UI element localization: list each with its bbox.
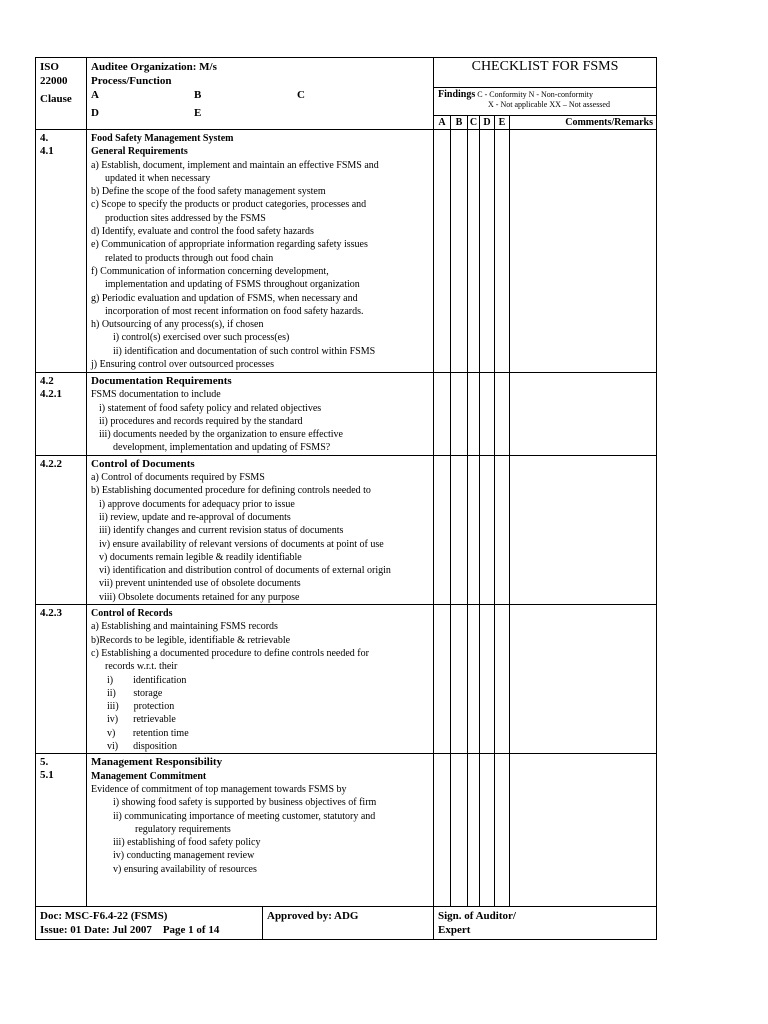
requirement-line: records w.r.t. their bbox=[105, 661, 178, 673]
requirement-line: i) identification bbox=[107, 674, 187, 686]
finding-cell-c[interactable] bbox=[468, 130, 480, 373]
finding-cell-e[interactable] bbox=[495, 130, 510, 373]
section-heading: Control of Documents bbox=[91, 457, 195, 470]
requirement-line: FSMS documentation to include bbox=[91, 389, 221, 401]
requirement-line: b) Establishing documented procedure for defining controls needed to bbox=[91, 485, 371, 497]
section-row-5-1 bbox=[36, 754, 657, 907]
finding-cell-b[interactable] bbox=[451, 130, 468, 373]
col-label-d: D bbox=[480, 116, 495, 129]
findings-legend bbox=[434, 87, 656, 111]
requirement-line: ii) procedures and records required by the standard bbox=[99, 415, 303, 427]
requirement-line: vii) prevent unintended use of obsolete documents bbox=[99, 578, 301, 590]
requirement-line: ii) review, update and re-approval of documents bbox=[99, 511, 291, 523]
clause-cell bbox=[36, 373, 87, 456]
requirement-line: v) retention time bbox=[107, 727, 189, 739]
comments-cell[interactable] bbox=[510, 455, 657, 604]
section-row-4-2 bbox=[36, 373, 657, 456]
finding-cell-a[interactable] bbox=[434, 754, 451, 907]
findings-label: Findings bbox=[438, 89, 476, 100]
approved-by: Approved by: ADG bbox=[267, 910, 359, 923]
requirement-line: implementation and updating of FSMS throughout organization bbox=[105, 279, 360, 291]
col-label-c: C bbox=[468, 116, 480, 129]
requirement-cell bbox=[87, 754, 434, 907]
options-row-1 bbox=[91, 88, 433, 102]
finding-cell-a[interactable] bbox=[434, 130, 451, 373]
option-a: A bbox=[91, 89, 99, 101]
iso-number: 22000 bbox=[40, 75, 68, 87]
comments-cell[interactable] bbox=[510, 605, 657, 754]
requirement-line: a) Establish, document, implement and maintain an effective FSMS and bbox=[91, 159, 379, 171]
requirement-line: d) Identify, evaluate and control the food safety hazards bbox=[91, 226, 314, 238]
requirement-line: i) statement of food safety policy and related objectives bbox=[99, 402, 322, 414]
finding-cell-d[interactable] bbox=[480, 754, 495, 907]
process-function: Process/Function bbox=[91, 75, 172, 87]
iso-label: ISO bbox=[40, 61, 59, 73]
requirement-cell bbox=[87, 605, 434, 754]
option-c: C bbox=[297, 89, 305, 101]
requirement-line: b) Define the scope of the food safety management system bbox=[91, 186, 326, 198]
findings-legend-1: C - Conformity N - Non-conformity bbox=[477, 90, 594, 99]
requirement-line: a) Establishing and maintaining FSMS records bbox=[91, 621, 278, 633]
iso-clause-header bbox=[36, 58, 87, 130]
requirement-line: h) Outsourcing of any process(s), if chosen bbox=[91, 319, 264, 331]
clause-number: 4. bbox=[40, 132, 49, 144]
requirement-line: iii) identify changes and current revision status of documents bbox=[99, 525, 344, 537]
requirement-line: iii) documents needed by the organization to ensure effective bbox=[99, 429, 343, 441]
section-row-4-1 bbox=[36, 130, 657, 373]
requirement-line: updated it when necessary bbox=[105, 172, 211, 184]
signature-cell[interactable] bbox=[434, 907, 657, 939]
requirement-line: a) Control of documents required by FSMS bbox=[91, 472, 265, 484]
finding-cell-b[interactable] bbox=[451, 373, 468, 456]
section-row-4-2-3 bbox=[36, 605, 657, 754]
finding-cell-e[interactable] bbox=[495, 455, 510, 604]
finding-cell-c[interactable] bbox=[468, 754, 480, 907]
requirement-line: g) Periodic evaluation and updation of FSMS, when necessary and bbox=[91, 292, 358, 304]
clause-number: 4.2 bbox=[40, 375, 54, 387]
requirement-line: iii) protection bbox=[107, 701, 175, 713]
clause-number: 4.2.1 bbox=[40, 388, 62, 400]
footer-row bbox=[36, 907, 657, 939]
section-heading: Control of Records bbox=[91, 608, 173, 620]
requirement-line: i) control(s) exercised over such process(es) bbox=[113, 332, 290, 344]
finding-cell-b[interactable] bbox=[451, 754, 468, 907]
requirement-line: c) Establishing a documented procedure to define controls needed for bbox=[91, 647, 369, 659]
requirement-line: f) Communication of information concerning development, bbox=[91, 265, 329, 277]
signature-label: Sign. of Auditor/ bbox=[438, 910, 516, 923]
comments-cell[interactable] bbox=[510, 373, 657, 456]
finding-column-labels bbox=[434, 115, 656, 129]
comments-remarks-label: Comments/Remarks bbox=[565, 117, 654, 128]
requirement-line: ii) communicating importance of meeting customer, statutory and bbox=[113, 810, 376, 822]
checklist-table bbox=[35, 57, 657, 907]
section-row-4-2-2 bbox=[36, 455, 657, 604]
requirement-line: vi) identification and distribution control of documents of external origin bbox=[99, 565, 391, 577]
options-row-2 bbox=[91, 106, 433, 120]
requirement-cell bbox=[87, 455, 434, 604]
requirement-line: c) Scope to specify the products or product categories, processes and bbox=[91, 199, 367, 211]
option-b: B bbox=[194, 89, 202, 101]
doc-number: Doc: MSC-F6.4-22 (FSMS) bbox=[40, 910, 168, 923]
finding-cell-d[interactable] bbox=[480, 130, 495, 373]
finding-cell-c[interactable] bbox=[468, 455, 480, 604]
requirement-line: iv) conducting management review bbox=[113, 850, 255, 862]
clause-number: 5.1 bbox=[40, 769, 54, 782]
doc-info-cell bbox=[36, 907, 263, 939]
clause-cell bbox=[36, 605, 87, 754]
requirement-line: i) showing food safety is supported by business objectives of firm bbox=[113, 797, 377, 809]
col-label-b: B bbox=[451, 116, 468, 129]
finding-cell-e[interactable] bbox=[495, 373, 510, 456]
finding-cell-e[interactable] bbox=[495, 754, 510, 907]
requirement-line: production sites addressed by the FSMS bbox=[105, 212, 266, 224]
finding-cell-b[interactable] bbox=[451, 455, 468, 604]
requirement-line: iv) retrievable bbox=[107, 714, 176, 726]
clause-number: 4.1 bbox=[40, 145, 54, 157]
requirement-line: Evidence of commitment of top management towards FSMS by bbox=[91, 783, 347, 795]
auditee-header bbox=[87, 58, 434, 130]
comments-cell[interactable] bbox=[510, 130, 657, 373]
clause-cell bbox=[36, 754, 87, 907]
findings-legend-2: X - Not applicable XX – Not assessed bbox=[488, 100, 610, 109]
col-label-a: A bbox=[434, 116, 451, 129]
requirement-cell bbox=[87, 130, 434, 373]
requirement-line: v) documents remain legible & readily identifiable bbox=[99, 551, 302, 563]
requirement-line: i) approve documents for adequacy prior to issue bbox=[99, 498, 295, 510]
subsection-heading: General Requirements bbox=[91, 146, 188, 158]
requirement-line: iv) ensure availability of relevant versions of documents at point of use bbox=[99, 538, 384, 550]
checklist-title: CHECKLIST FOR FSMS bbox=[471, 59, 619, 74]
comments-cell[interactable] bbox=[510, 754, 657, 907]
finding-cell-a[interactable] bbox=[434, 605, 451, 754]
finding-cell-e[interactable] bbox=[495, 605, 510, 754]
header-row bbox=[36, 58, 657, 130]
option-d: D bbox=[91, 107, 99, 119]
auditee-organization: Auditee Organization: M/s bbox=[91, 61, 217, 73]
requirement-line: ii) storage bbox=[107, 687, 163, 699]
approved-cell bbox=[263, 907, 434, 939]
finding-cell-b[interactable] bbox=[451, 605, 468, 754]
clause-number: 5. bbox=[40, 756, 49, 769]
requirement-line: regulatory requirements bbox=[135, 823, 231, 835]
requirement-line: e) Communication of appropriate information regarding safety issues bbox=[91, 239, 368, 251]
finding-cell-a[interactable] bbox=[434, 373, 451, 456]
section-heading: Documentation Requirements bbox=[91, 375, 232, 387]
checklist-document bbox=[35, 57, 656, 940]
requirement-line: development, implementation and updating of FSMS? bbox=[113, 442, 331, 454]
finding-cell-d[interactable] bbox=[480, 373, 495, 456]
clause-number: 4.2.2 bbox=[40, 457, 62, 470]
finding-cell-a[interactable] bbox=[434, 455, 451, 604]
finding-cell-d[interactable] bbox=[480, 605, 495, 754]
requirement-line: incorporation of most recent information on food safety hazards. bbox=[105, 305, 364, 317]
col-label-e: E bbox=[495, 116, 510, 129]
finding-cell-c[interactable] bbox=[468, 605, 480, 754]
section-heading: Food Safety Management System bbox=[91, 133, 234, 144]
option-e: E bbox=[194, 107, 202, 119]
finding-cell-c[interactable] bbox=[468, 373, 480, 456]
footer-table bbox=[35, 907, 657, 940]
requirement-line: viii) Obsolete documents retained for any purpose bbox=[99, 591, 300, 603]
requirement-line: related to products through out food chain bbox=[105, 252, 274, 264]
requirement-line: ii) identification and documentation of such control within FSMS bbox=[113, 345, 376, 357]
checklist-title-cell bbox=[434, 58, 657, 130]
clause-label: Clause bbox=[40, 93, 72, 105]
requirement-cell bbox=[87, 373, 434, 456]
requirement-line: vi) disposition bbox=[107, 741, 178, 753]
finding-cell-d[interactable] bbox=[480, 455, 495, 604]
clause-number: 4.2.3 bbox=[40, 607, 62, 620]
subsection-heading: Management Commitment bbox=[91, 770, 207, 782]
requirement-line: b)Records to be legible, identifiable & retrievable bbox=[91, 634, 291, 646]
requirement-line: iii) establishing of food safety policy bbox=[113, 837, 261, 849]
clause-cell bbox=[36, 130, 87, 373]
clause-cell bbox=[36, 455, 87, 604]
signature-label-2: Expert bbox=[438, 924, 471, 937]
requirement-line: j) Ensuring control over outsourced processes bbox=[91, 359, 275, 371]
issue-date-page: Issue: 01 Date: Jul 2007 Page 1 of 14 bbox=[40, 924, 220, 937]
section-heading: Management Responsibility bbox=[91, 756, 223, 769]
requirement-line: v) ensuring availability of resources bbox=[113, 863, 257, 875]
